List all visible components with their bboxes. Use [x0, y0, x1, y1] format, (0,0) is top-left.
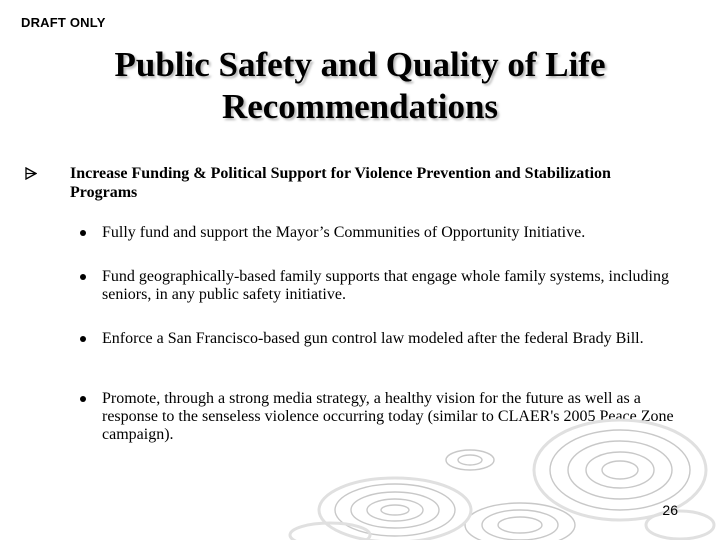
- draft-label: DRAFT ONLY: [21, 15, 106, 30]
- ripple-decoration: [0, 410, 720, 540]
- main-bullet-text: Increase Funding & Political Support for Violence Prevention and Stabilization Programs: [70, 165, 611, 201]
- bullet-dot-icon: [80, 274, 86, 280]
- slide-title: [0, 44, 720, 128]
- arrow-bullet-icon: [25, 167, 37, 180]
- sub-bullet-text: Promote, through a strong media strategy, a healthy vision for the future as well as a response to the senseless violence occurring today (similar to CLAER's 2005 Peace Zone campaign).: [102, 390, 674, 443]
- bullet-dot-icon: [80, 396, 86, 402]
- sub-bullet-text: Enforce a San Francisco-based gun control law modeled after the federal Brady Bill.: [102, 330, 644, 347]
- page-number: 26: [662, 502, 678, 518]
- sub-bullet-text: Fund geographically-based family supports that engage whole family systems, including seniors, in any public safety initiative.: [102, 268, 669, 303]
- sub-bullet: [80, 224, 680, 242]
- sub-bullet: [80, 330, 680, 348]
- sub-bullet-text: Fully fund and support the Mayor’s Communities of Opportunity Initiative.: [102, 224, 586, 241]
- slide-title-line-1: Public Safety and Quality of Life: [114, 45, 606, 84]
- bullet-dot-icon: [80, 336, 86, 342]
- bullet-dot-icon: [80, 230, 86, 236]
- main-bullet: [25, 164, 625, 202]
- slide-title-line-2: Recommendations: [221, 87, 499, 126]
- sub-bullet: [80, 268, 680, 304]
